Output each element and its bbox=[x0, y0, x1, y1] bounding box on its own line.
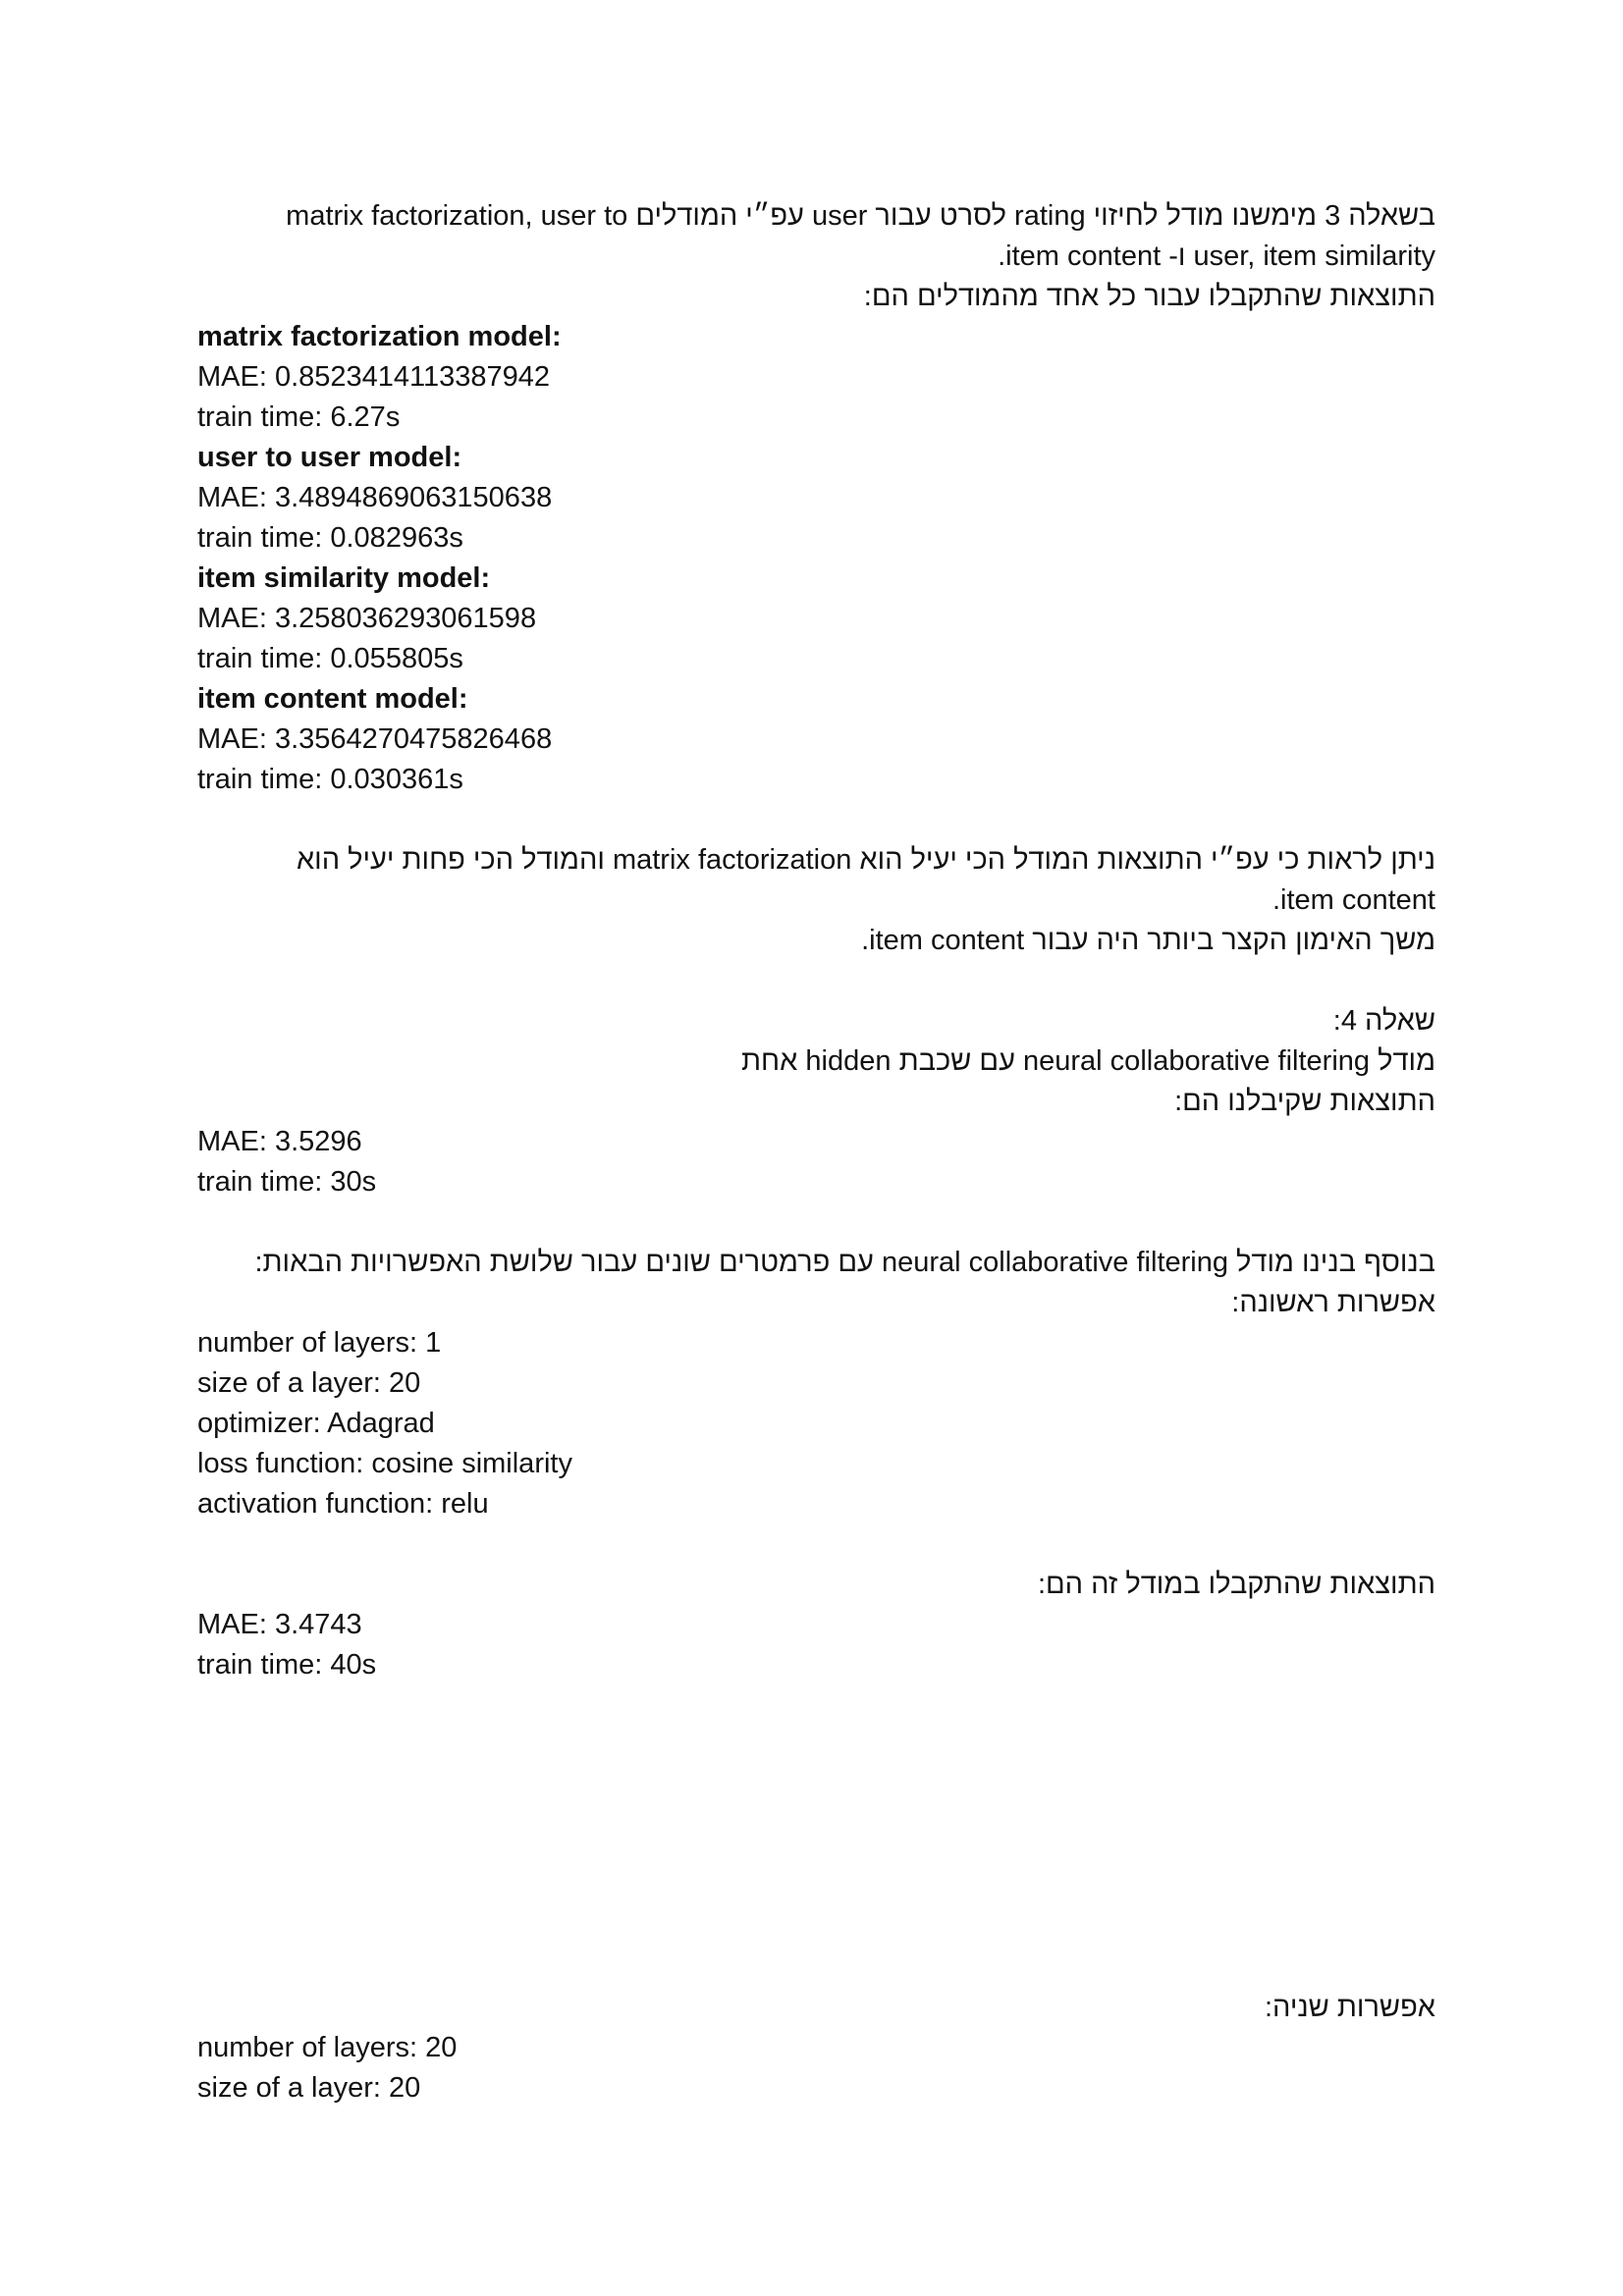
option1-param: loss function: cosine similarity bbox=[197, 1448, 572, 1479]
option1-results-heading: התוצאות שהתקבלו במודל זה הם: bbox=[1037, 1569, 1435, 1600]
q4-line-2: התוצאות שקיבלנו הם: bbox=[1174, 1086, 1435, 1117]
model-train-time: train time: 0.055805s bbox=[197, 643, 463, 674]
model-title: item similarity model: bbox=[197, 562, 491, 594]
model-title: matrix factorization model: bbox=[197, 321, 562, 352]
option2-heading: אפשרות שניה: bbox=[1264, 1992, 1435, 2023]
model-train-time: train time: 0.030361s bbox=[197, 764, 463, 795]
option1-param: number of layers: 1 bbox=[197, 1327, 442, 1359]
option1-param: size of a layer: 20 bbox=[197, 1367, 421, 1399]
q3-intro-line-3: התוצאות שהתקבלו עבור כל אחד מהמודלים הם: bbox=[863, 281, 1435, 312]
q3-intro-line-2: user, item similarity ו- item content. bbox=[998, 240, 1435, 272]
model-mae: MAE: 3.258036293061598 bbox=[197, 603, 537, 634]
option2-param: number of layers: 20 bbox=[197, 2032, 458, 2063]
option2-param: size of a layer: 20 bbox=[197, 2072, 421, 2104]
q4-line-1: מודל neural collaborative filtering עם שכבת hidden אחת bbox=[741, 1045, 1435, 1077]
model-train-time: train time: 6.27s bbox=[197, 401, 401, 433]
option1-heading: אפשרות ראשונה: bbox=[1231, 1287, 1435, 1318]
model-mae: MAE: 0.8523414113387942 bbox=[197, 361, 551, 393]
q3-conclusion-line-2: item content. bbox=[1271, 884, 1435, 916]
q4-mae: MAE: 3.5296 bbox=[197, 1126, 362, 1157]
q3-conclusion-line-1: ניתן לראות כי עפ״י התוצאות המודל הכי יעיל הוא matrix factorization והמודל הכי פחות יעיל הוא bbox=[296, 844, 1435, 876]
q3-conclusion-line-3: משך האימון הקצר ביותר היה עבור item content. bbox=[861, 925, 1435, 956]
q4-additional-line: בנוסף בנינו מודל neural collaborative filtering עם פרמטרים שונים עבור שלושת האפשרויות הבאות: bbox=[254, 1247, 1435, 1278]
model-title: item content model: bbox=[197, 683, 468, 715]
option1-mae: MAE: 3.4743 bbox=[197, 1609, 362, 1640]
option1-param: activation function: relu bbox=[197, 1488, 489, 1520]
model-title: user to user model: bbox=[197, 442, 462, 473]
option1-train-time: train time: 40s bbox=[197, 1649, 377, 1681]
q3-intro-line-1: בשאלה 3 מימשנו מודל לחיזוי rating לסרט עבור user עפ״י המודלים matrix factorization, user to bbox=[286, 200, 1435, 232]
model-mae: MAE: 3.4894869063150638 bbox=[197, 482, 553, 513]
model-mae: MAE: 3.3564270475826468 bbox=[197, 723, 553, 755]
q4-heading: שאלה 4: bbox=[1332, 1005, 1435, 1037]
option1-param: optimizer: Adagrad bbox=[197, 1408, 435, 1439]
model-train-time: train time: 0.082963s bbox=[197, 522, 463, 554]
q4-train-time: train time: 30s bbox=[197, 1166, 377, 1198]
